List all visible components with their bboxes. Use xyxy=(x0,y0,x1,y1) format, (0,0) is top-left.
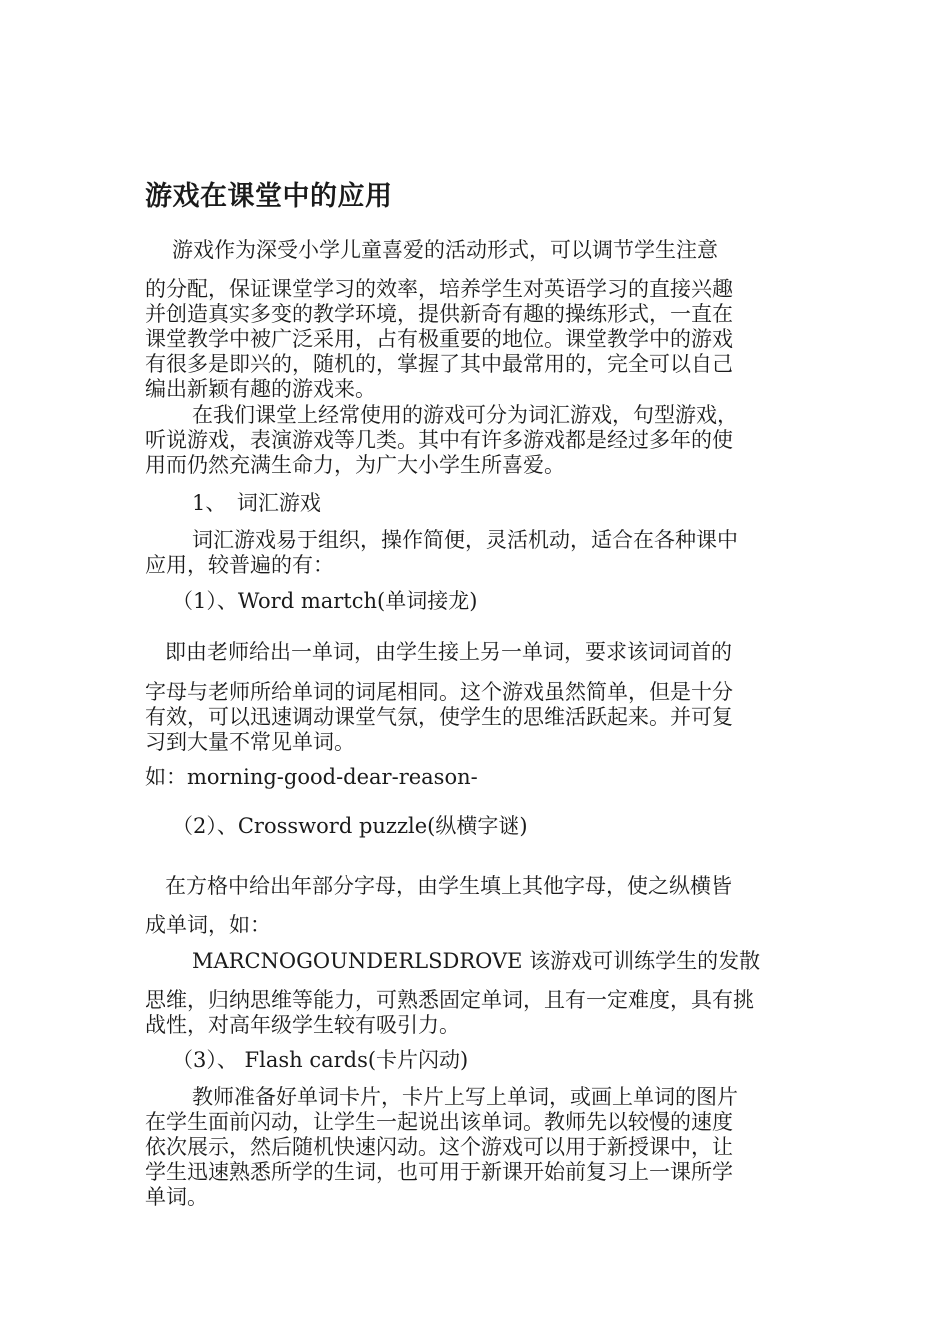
subsection-heading: （2）、Crossword puzzle(纵横字谜) xyxy=(172,814,528,838)
paragraph-line: 听说游戏，表演游戏等几类。其中有许多游戏都是经过多年的使 xyxy=(145,428,733,452)
paragraph-line: 游戏作为深受小学儿童喜爱的活动形式，可以调节学生注意 xyxy=(172,238,718,262)
subsection-heading: （3）、 Flash cards(卡片闪动) xyxy=(172,1048,469,1072)
paragraph-line: 教师准备好单词卡片，卡片上写上单词，或画上单词的图片 xyxy=(192,1085,738,1109)
paragraph-line: 在方格中给出年部分字母，由学生填上其他字母，使之纵横皆 xyxy=(165,874,732,898)
paragraph-line: 依次展示，然后随机快速闪动。这个游戏可以用于新授课中，让 xyxy=(145,1135,733,1159)
paragraph-line: 思维，归纳思维等能力，可熟悉固定单词，且有一定难度，具有挑 xyxy=(145,988,754,1012)
paragraph-line: 课堂教学中被广泛采用，占有极重要的地位。课堂教学中的游戏 xyxy=(145,327,733,351)
paragraph-line: 用而仍然充满生命力，为广大小学生所喜爱。 xyxy=(145,453,565,477)
paragraph-line: 有效，可以迅速调动课堂气氛，使学生的思维活跃起来。并可复 xyxy=(145,705,733,729)
paragraph-line: 并创造真实多变的教学环境，提供新奇有趣的操练形式，一直在 xyxy=(145,302,733,326)
paragraph-line: 应用，较普遍的有： xyxy=(145,553,334,577)
page-title: 游戏在课堂中的应用 xyxy=(145,181,393,212)
paragraph-line: 字母与老师所给单词的词尾相同。这个游戏虽然简单，但是十分 xyxy=(145,680,733,704)
paragraph-line: 成单词，如： xyxy=(145,913,271,937)
paragraph-line: 词汇游戏易于组织，操作简便，灵活机动，适合在各种课中 xyxy=(192,528,738,552)
example-line: 如：morning-good-dear-reason- xyxy=(145,765,478,789)
paragraph-line: 编出新颖有趣的游戏来。 xyxy=(145,377,376,401)
section-heading: 1、 词汇游戏 xyxy=(192,491,321,515)
paragraph-line: MARCNOGOUNDERLSDROVE 该游戏可训练学生的发散 xyxy=(192,949,761,973)
paragraph-line: 战性，对高年级学生较有吸引力。 xyxy=(145,1013,460,1037)
paragraph-line: 即由老师给出一单词，由学生接上另一单词，要求该词词首的 xyxy=(165,640,732,664)
paragraph-line: 学生迅速熟悉所学的生词，也可用于新课开始前复习上一课所学 xyxy=(145,1160,733,1184)
paragraph-line: 单词。 xyxy=(145,1185,208,1209)
paragraph-line: 的分配，保证课堂学习的效率，培养学生对英语学习的直接兴趣 xyxy=(145,277,733,301)
paragraph-line: 习到大量不常见单词。 xyxy=(145,730,355,754)
paragraph-line: 在学生面前闪动，让学生一起说出该单词。教师先以较慢的速度 xyxy=(145,1110,733,1134)
paragraph-line: 在我们课堂上经常使用的游戏可分为词汇游戏，句型游戏， xyxy=(192,403,738,427)
subsection-heading: （1）、Word martch(单词接龙) xyxy=(172,589,478,613)
paragraph-line: 有很多是即兴的，随机的，掌握了其中最常用的，完全可以自己 xyxy=(145,352,733,376)
